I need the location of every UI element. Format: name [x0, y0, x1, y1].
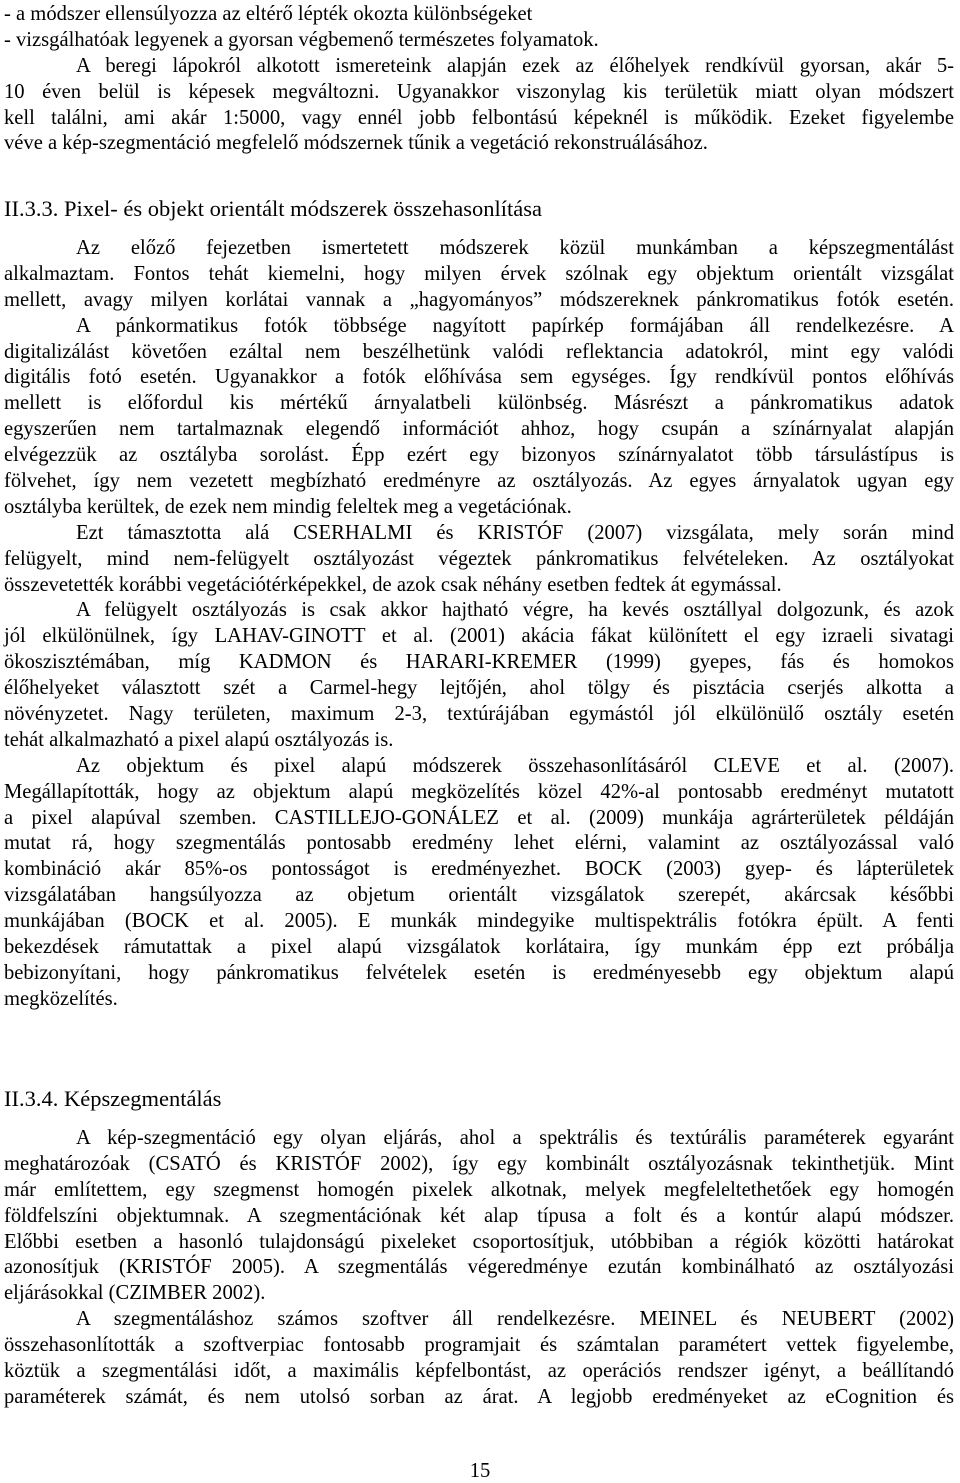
text-line: felügyelt, mind nem-felügyelt osztályozást végeztek pánkromatikus felvételeken. Az osztályokat [4, 547, 954, 570]
text-line: bekezdések rámutattak a pixel alapú vizsgálatok korlátaira, így munkám épp ezt próbálja [4, 936, 954, 959]
text-line: mellett is előfordul kis mértékű árnyalatbeli különbség. Másrészt a pánkromatikus adatok [4, 392, 954, 415]
text-line: digitális fotó esetén. Ugyanakkor a fotók előhívása sem egységes. Így rendkívül pontos előhívás [4, 366, 954, 389]
text-line: a pixel alapúval szemben. CASTILLEJO-GONÁLEZ et al. (2009) munkája agrárterületek példáján [4, 806, 954, 829]
intro-paragraph [4, 2, 954, 157]
text-line: A beregi lápokról alkotott ismereteink alapján ezek az élőhelyek rendkívül gyorsan, akár 5- [76, 54, 954, 77]
text-line: jól elkülönülnek, így LAHAV-GINOTT et al. (2001) akácia fákat különített el egy izraeli sivatagi [4, 625, 954, 648]
text-line: alkalmaztam. Fontos tehát kiemelni, hogy milyen érvek szólnak egy objektum orientált vizsgálat [4, 262, 954, 285]
text-line: paraméterek számát, és nem utolsó sorban az árat. A legjobb eredményeket az eCognition és [4, 1385, 954, 1408]
text-line: köztük a szegmentálási időt, a maximális képfelbontást, az operációs rendszer igényt, a beállítandó [4, 1360, 954, 1383]
text-line: tehát alkalmazható a pixel alapú osztályozás is. [4, 728, 394, 751]
text-line: összehasonlították a szoftverpiac fontosabb programjait és számtalan paramétert vettek figyelembe, [4, 1334, 954, 1357]
text-line: Az előző fejezetben ismertetett módszerek közül munkámban a képszegmentálást [76, 237, 954, 259]
text-line: munkájában (BOCK et al. 2005). E munkák mindegyike multispektrális fotókra épült. A fenti [4, 910, 954, 933]
text-line: digitalizálást követően ezáltal nem beszélhetünk valódi reflektancia adatokról, mint egy valódi [4, 340, 954, 363]
text-line: már említettem, egy szegmenst homogén pixelek alkotnak, melyek megfeleltethetőek egy homogén [4, 1178, 954, 1201]
text-line: A felügyelt osztályozás is csak akkor hajtható végre, ha kevés osztállyal dolgozunk, és azok [76, 599, 954, 622]
text-line: elvégezzük az osztályba sorolást. Épp ezért egy bizonyos színárnyalatot több társulástípus is [4, 444, 954, 467]
text-line: Ezt támasztotta alá CSERHALMI és KRISTÓF (2007) vizsgálata, mely során mind [76, 521, 954, 544]
text-line: meghatározóak (CSATÓ és KRISTÓF 2002), így egy kombinált osztályozásnak tekinthetjük. Mint [4, 1152, 954, 1175]
text-line: bebizonyítani, hogy pánkromatikus felvételek esetén is eredményesebb egy objektum alapú [4, 961, 954, 984]
text-line: kombináció akár 85%-os pontosságot is eredményezhet. BOCK (2003) gyep- és lápterületek [4, 858, 954, 881]
text-line: Megállapították, hogy az objektum alapú megközelítés közel 42%-al pontosabb eredményt mutatott [4, 780, 954, 803]
text-line: egyszerűen nem tartalmaznak elegendő információt ahhoz, hogy csupán a színárnyalat alapján [4, 418, 954, 441]
text-line: élőhelyeket választott szét a Carmel-hegy lejtőjén, ahol tölgy és pisztácia cserjés alkotta a [4, 677, 954, 700]
text-line: Az objektum és pixel alapú módszerek összehasonlításáról CLEVE et al. (2007). [76, 754, 954, 777]
text-line: eljárásokkal (CZIMBER 2002). [4, 1282, 266, 1305]
text-line: azonosítjuk (KRISTÓF 2005). A szegmentálás végeredménye ezután kombinálható az osztályozási [4, 1256, 954, 1279]
text-line: összevetették korábbi vegetációtérképekkel, de azok csak néhány esetben fedtek át egymással. [4, 573, 782, 596]
list-item: - vizsgálhatóak legyenek a gyorsan végbemenő természetes folyamatok. [4, 28, 599, 51]
text-line: A szegmentáláshoz számos szoftver áll rendelkezésre. MEINEL és NEUBERT (2002) [76, 1308, 954, 1331]
text-line: véve a kép-szegmentáció megfelelő módszernek tűnik a vegetáció rekonstruálásához. [4, 132, 708, 155]
text-line: növényzetet. Nagy területen, maximum 2-3, textúrájában egymástól jól elkülönülő osztály esetén [4, 703, 954, 726]
text-line: A kép-szegmentáció egy olyan eljárás, ahol a spektrális és textúrális paraméterek egyaránt [76, 1127, 954, 1149]
section-heading-233: II.3.3. Pixel- és objekt orientált módszerek összehasonlítása [4, 196, 542, 221]
section-234-body [4, 1126, 954, 1411]
list-item: - a módszer ellensúlyozza az eltérő lépték okozta különbségeket [4, 3, 533, 25]
text-line: fölvehet, így nem vezetett megbízható eredményre az osztályozás. Az egyes árnyalatok ugyan egy [4, 470, 954, 493]
text-line: megközelítés. [4, 987, 118, 1010]
text-line: 10 éven belül is képesek megváltozni. Ugyanakkor viszonylag kis területük miatt olyan módszert [4, 80, 954, 103]
text-line: osztályba kerültek, de ezek nem mindig feleltek meg a vegetációnak. [4, 495, 572, 518]
text-line: kell találni, ami akár 1:5000, vagy ennél jobb felbontású képeknél is működik. Ezeket figyelembe [4, 106, 954, 129]
text-line: vizsgálatában hangsúlyozza az objetum orientált vizsgálatok szerepét, akárcsak későbbi [4, 884, 954, 907]
page-number: 15 [469, 1460, 491, 1482]
section-heading-234: II.3.4. Képszegmentálás [4, 1086, 222, 1111]
text-line: Előbbi esetben a hasonló tulajdonságú pixeleket csoportosítjuk, utóbbiban a régiók közötti határokat [4, 1230, 954, 1253]
text-line: mellett, avagy milyen korlátai vannak a „hagyományos” módszereknek pánkromatikus fotók esetén. [4, 288, 954, 311]
section-233-body [4, 236, 954, 1013]
text-line: A pánkormatikus fotók többsége nagyított papírkép formájában áll rendelkezésre. A [76, 314, 954, 337]
text-line: földfelszíni objektumnak. A szegmentációnak két alap típusa a folt és a kontúr alapú módszer. [4, 1204, 954, 1227]
text-line: mutat rá, hogy szegmentálás pontosabb eredmény lehet elérni, valamint az osztályozással való [4, 832, 954, 855]
text-line: ökoszisztémában, míg KADMON és HARARI-KREMER (1999) gyepes, fás és homokos [4, 651, 954, 674]
